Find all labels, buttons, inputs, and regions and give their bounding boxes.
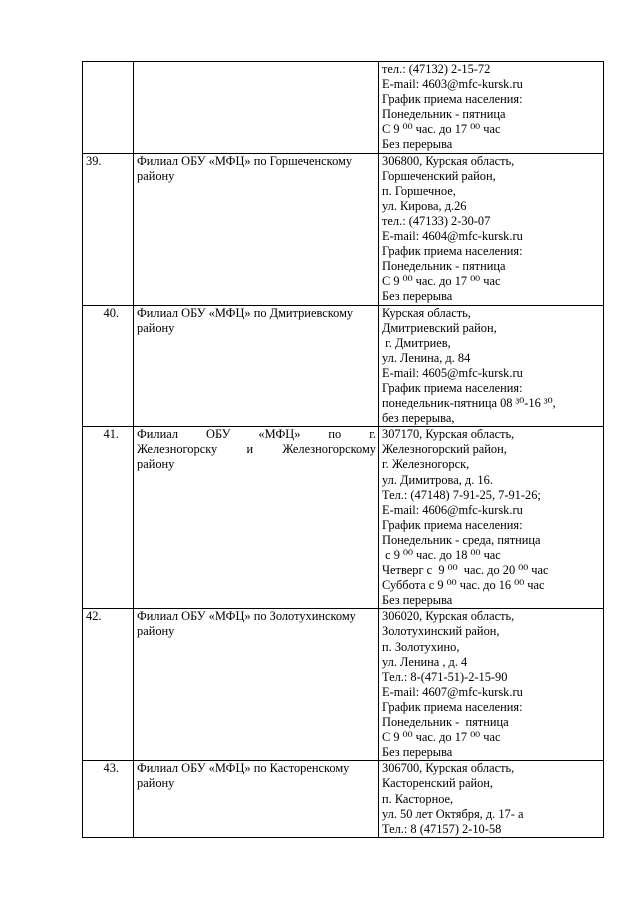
branch-name-line: району — [137, 624, 175, 639]
info-line: E-mail: 4605@mfc-kursk.ru — [382, 365, 523, 380]
branch-name-line: району — [137, 168, 175, 183]
info-line: График приема населения: — [382, 699, 523, 714]
table-row — [83, 305, 604, 427]
branch-name-line: Филиал ОБУ «МФЦ» по Золотухинскому — [137, 609, 356, 624]
info-line: Понедельник - среда, пятница — [382, 532, 541, 547]
branch-contact-info — [379, 153, 604, 305]
branch-name — [134, 609, 379, 761]
info-line: С 9 ⁰⁰ час. до 17 ⁰⁰ час — [382, 274, 501, 289]
info-line: Понедельник - пятница — [382, 715, 509, 730]
branch-contact-info — [379, 427, 604, 609]
info-line: ул. Кирова, д.26 — [382, 198, 467, 213]
info-line: Золотухинский район, — [382, 624, 500, 639]
info-line: ул. Ленина , д. 4 — [382, 654, 468, 669]
branch-name-line: Филиал ОБУ «МФЦ» по Дмитриевскому — [137, 305, 354, 320]
info-line: 307170, Курская область, — [382, 427, 515, 442]
branch-name — [134, 427, 379, 609]
info-line: График приема населения: — [382, 517, 523, 532]
info-line: 306700, Курская область, — [382, 761, 515, 776]
info-line: С 9 ⁰⁰ час. до 17 ⁰⁰ час — [382, 122, 501, 137]
info-line: Четверг с 9 ⁰⁰ час. до 20 ⁰⁰ час — [382, 563, 549, 578]
info-line: Без перерыва — [382, 745, 453, 760]
info-line: п. Горшечное, — [382, 183, 456, 198]
info-line: Понедельник - пятница — [382, 259, 506, 274]
table-row — [83, 153, 604, 305]
branch-contact-info — [379, 62, 604, 154]
info-line: График приема населения: — [382, 92, 523, 107]
row-number: 39. — [83, 153, 134, 305]
info-line: Тел.: 8-(471-51)-2-15-90 — [382, 669, 508, 684]
info-line: Суббота с 9 ⁰⁰ час. до 16 ⁰⁰ час — [382, 578, 545, 593]
info-line: без перерыва, — [382, 411, 455, 426]
info-line: 306020, Курская область, — [382, 609, 515, 624]
info-line: Курская область, — [382, 305, 471, 320]
mfc-branches-table — [82, 61, 604, 838]
branch-name-line: Филиал ОБУ «МФЦ» по Горшеченскому — [137, 153, 353, 168]
branch-name — [134, 761, 379, 837]
table-row — [83, 427, 604, 609]
info-line: понедельник-пятница 08 ³⁰-16 ³⁰, — [382, 396, 556, 411]
info-line: г. Дмитриев, — [382, 335, 451, 350]
table-row — [83, 609, 604, 761]
info-line: п. Золотухино, — [382, 639, 460, 654]
branch-contact-info — [379, 761, 604, 837]
info-line: с 9 ⁰⁰ час. до 18 ⁰⁰ час — [382, 548, 501, 562]
info-line: E-mail: 4603@mfc-kursk.ru — [382, 77, 523, 92]
info-line: ул. Димитрова, д. 16. — [382, 472, 493, 487]
branch-name-line: району — [137, 457, 175, 472]
row-number — [83, 62, 134, 154]
info-line: E-mail: 4604@mfc-kursk.ru — [382, 229, 523, 244]
info-line: Без перерыва — [382, 593, 453, 608]
row-number: 40. — [83, 305, 134, 427]
info-line: Тел.: (47148) 7-91-25, 7-91-26; — [382, 487, 541, 502]
info-line: Понедельник - пятница — [382, 107, 506, 122]
info-line: тел.: (47132) 2-15-72 — [382, 62, 491, 76]
info-line: тел.: (47133) 2-30-07 — [382, 213, 491, 228]
branch-name-line: району — [137, 776, 175, 791]
info-line: График приема населения: — [382, 244, 523, 259]
info-line: График приема населения: — [382, 380, 523, 395]
branch-name — [134, 305, 379, 427]
branch-name — [134, 62, 379, 154]
info-line: ул. Ленина, д. 84 — [382, 350, 471, 365]
branch-name-line: Филиал ОБУ «МФЦ» по г. — [137, 427, 376, 442]
branch-name-line: Филиал ОБУ «МФЦ» по Касторенскому — [137, 761, 350, 776]
info-line: Без перерыва — [382, 137, 453, 152]
info-line: п. Касторное, — [382, 791, 454, 806]
info-line: E-mail: 4606@mfc-kursk.ru — [382, 502, 523, 517]
branch-name-line: Железногорску и Железногорскому — [137, 442, 376, 457]
info-line: Тел.: 8 (47157) 2-10-58 — [382, 821, 502, 836]
branch-contact-info — [379, 609, 604, 761]
branch-contact-info — [379, 305, 604, 427]
info-line: E-mail: 4607@mfc-kursk.ru — [382, 684, 523, 699]
row-number: 43. — [83, 761, 134, 837]
branch-name — [134, 153, 379, 305]
info-line: г. Железногорск, — [382, 457, 470, 472]
table-row — [83, 62, 604, 154]
info-line: Железногорский район, — [382, 442, 507, 457]
branch-name-line: району — [137, 320, 175, 335]
info-line: Без перерыва — [382, 289, 453, 304]
row-number: 41. — [83, 427, 134, 609]
info-line: С 9 ⁰⁰ час. до 17 ⁰⁰ час — [382, 730, 501, 745]
info-line: 306800, Курская область, — [382, 153, 515, 168]
info-line: Горшеченский район, — [382, 168, 496, 183]
info-line: Дмитриевский район, — [382, 320, 497, 335]
info-line: ул. 50 лет Октября, д. 17- а — [382, 806, 524, 821]
table-row — [83, 761, 604, 837]
info-line: Касторенский район, — [382, 776, 494, 791]
row-number: 42. — [83, 609, 134, 761]
